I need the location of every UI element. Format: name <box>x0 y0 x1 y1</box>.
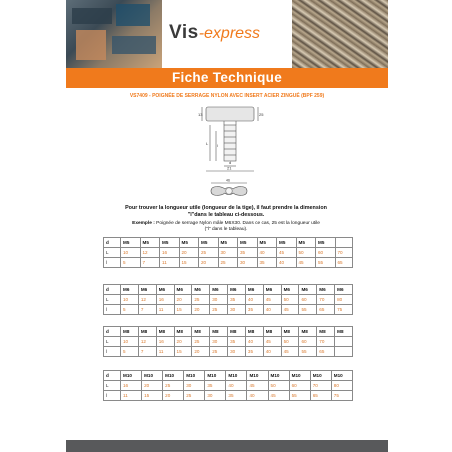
table-cell: M5 <box>160 238 180 248</box>
table-cell: 20 <box>163 391 184 401</box>
table-cell: M8 <box>281 327 299 337</box>
table-cell: 75 <box>335 305 353 315</box>
table-cell: M10 <box>289 371 310 381</box>
table-cell: 15 <box>142 391 163 401</box>
table-cell: 45 <box>281 305 299 315</box>
table-cell: 20 <box>192 347 210 357</box>
table-cell: 5 <box>121 258 141 268</box>
table-cell: M10 <box>121 371 142 381</box>
table-cell: 30 <box>210 295 228 305</box>
table-cell: 80 <box>331 381 352 391</box>
table-cell: M5 <box>179 238 199 248</box>
table-cell: M8 <box>138 327 156 337</box>
table-cell: M8 <box>317 327 335 337</box>
table-cell: M8 <box>245 327 263 337</box>
table-cell: M5 <box>296 238 316 248</box>
table-cell: M8 <box>263 327 281 337</box>
row-label-cell: d <box>104 238 121 248</box>
table-cell: M6 <box>335 285 353 295</box>
table-cell: 45 <box>296 258 316 268</box>
dim-d: d <box>229 160 232 165</box>
table-cell: 15 <box>179 258 199 268</box>
table-cell: 55 <box>289 391 310 401</box>
table-cell: 12 <box>138 295 156 305</box>
dim-46: 46 <box>226 178 230 183</box>
example-block <box>96 221 356 233</box>
dim-21: 21 <box>227 165 232 171</box>
row-label-cell: d <box>104 371 121 381</box>
table-cell: M5 <box>121 238 141 248</box>
knob-top-view <box>207 178 251 200</box>
table-cell: M5 <box>316 238 336 248</box>
instruction-line-1: Pour trouver la longueur utile (longueur de la tige), il faut prendre la dimension <box>125 205 327 211</box>
table-cell: 11 <box>121 391 142 401</box>
table-cell: M8 <box>192 327 210 337</box>
table-cell: 35 <box>257 258 277 268</box>
table-cell: M10 <box>205 371 226 381</box>
table-cell: M6 <box>263 285 281 295</box>
table-cell: 11 <box>156 305 174 315</box>
table-cell: 20 <box>142 381 163 391</box>
table-cell: 25 <box>163 381 184 391</box>
table-cell: 11 <box>156 347 174 357</box>
table-cell: M6 <box>121 285 139 295</box>
table-cell: M10 <box>163 371 184 381</box>
table-cell: 65 <box>335 258 353 268</box>
product-title: VS7409 - POIGNÉE DE SERRAGE NYLON AVEC INSERT ACIER ZINGUÉ (BPF 259) <box>129 93 325 99</box>
table-cell: 30 <box>228 305 246 315</box>
table-cell: 35 <box>226 391 247 401</box>
table-row <box>104 295 353 305</box>
table-cell: M8 <box>210 327 228 337</box>
table-cell: 80 <box>335 295 353 305</box>
table-cell: 45 <box>281 347 299 357</box>
table-cell: 30 <box>205 391 226 401</box>
table-cell: M5 <box>218 238 238 248</box>
table-cell: 25 <box>184 391 205 401</box>
table-cell: 60 <box>289 381 310 391</box>
table-cell: M10 <box>268 371 289 381</box>
table-cell: 16 <box>121 381 142 391</box>
table-cell: 55 <box>299 305 317 315</box>
table-cell: 40 <box>263 305 281 315</box>
logo-area <box>162 0 292 68</box>
table-row <box>104 305 353 315</box>
row-label-cell: l <box>104 391 121 401</box>
table-cell: 70 <box>335 248 353 258</box>
dim-L: L <box>206 141 209 146</box>
table-cell: 30 <box>218 248 238 258</box>
table-row <box>104 285 353 295</box>
table-cell: 45 <box>263 295 281 305</box>
table-cell: M6 <box>245 285 263 295</box>
table-cell: 20 <box>192 305 210 315</box>
table-cell: M10 <box>331 371 352 381</box>
table-cell: 7 <box>138 305 156 315</box>
table-cell: 60 <box>299 337 317 347</box>
table-cell: 60 <box>316 248 336 258</box>
table-cell: 35 <box>238 248 258 258</box>
row-label-cell: l <box>104 305 121 315</box>
row-label-cell: L <box>104 295 121 305</box>
table-cell: M5 <box>277 238 297 248</box>
table-cell: M8 <box>335 327 353 337</box>
table-cell: 35 <box>205 381 226 391</box>
table-cell: M6 <box>281 285 299 295</box>
table-cell: 25 <box>210 347 228 357</box>
table-cell <box>335 337 353 347</box>
table-cell: 40 <box>277 258 297 268</box>
table-cell: 15 <box>174 347 192 357</box>
table-cell: 25 <box>192 295 210 305</box>
table-cell: 45 <box>277 248 297 258</box>
table-cell: 40 <box>245 295 263 305</box>
table-cell: M5 <box>238 238 258 248</box>
table-cell: 65 <box>317 347 335 357</box>
dimensions-table-m6 <box>103 284 353 315</box>
table-cell: 25 <box>210 305 228 315</box>
table-cell: M6 <box>317 285 335 295</box>
table-cell: 20 <box>179 248 199 258</box>
footer-bar <box>66 440 388 452</box>
table-cell: 75 <box>331 391 352 401</box>
table-row <box>104 371 353 381</box>
table-cell: 40 <box>263 347 281 357</box>
table-cell: 30 <box>238 258 258 268</box>
table-cell: M6 <box>174 285 192 295</box>
table-cell: 50 <box>281 337 299 347</box>
table-cell: M10 <box>226 371 247 381</box>
dimensions-table-m8 <box>103 326 353 357</box>
table-cell: M8 <box>228 327 246 337</box>
table-cell: 25 <box>218 258 238 268</box>
table-row <box>104 347 353 357</box>
table-cell: 65 <box>310 391 331 401</box>
table-cell: M8 <box>174 327 192 337</box>
table-cell: 40 <box>247 391 268 401</box>
table-cell: 10 <box>121 337 139 347</box>
table-row <box>104 391 353 401</box>
header <box>66 0 388 68</box>
screws-photo <box>292 0 388 68</box>
technical-drawing <box>196 103 266 175</box>
table-cell: 5 <box>121 305 139 315</box>
table-cell: 5 <box>121 347 139 357</box>
row-label-cell: l <box>104 258 121 268</box>
example-line-2: ("l" dans le tableau). <box>204 227 248 232</box>
table-cell: M10 <box>142 371 163 381</box>
fiche-technique-banner: Fiche Technique <box>66 68 388 88</box>
row-label-cell: L <box>104 337 121 347</box>
table-cell: 25 <box>192 337 210 347</box>
table-cell: 15 <box>174 305 192 315</box>
table-cell: 45 <box>268 391 289 401</box>
table-cell: M10 <box>184 371 205 381</box>
table-cell: M5 <box>140 238 160 248</box>
table-cell: M6 <box>192 285 210 295</box>
dim-25: 25 <box>259 112 264 117</box>
row-label-cell: L <box>104 381 121 391</box>
table-cell: 55 <box>316 258 336 268</box>
brand-main: Vis <box>169 22 199 43</box>
table-row <box>104 327 353 337</box>
table-cell: 30 <box>184 381 205 391</box>
table-cell: 16 <box>156 295 174 305</box>
example-label: Exemple : <box>132 221 155 226</box>
instructions <box>96 205 356 218</box>
table-cell: 35 <box>228 295 246 305</box>
table-cell: M8 <box>156 327 174 337</box>
table-row <box>104 381 353 391</box>
table-cell: M8 <box>121 327 139 337</box>
table-cell: 35 <box>245 347 263 357</box>
table-cell: 40 <box>226 381 247 391</box>
table-cell: 10 <box>121 248 141 258</box>
table-cell: 50 <box>281 295 299 305</box>
table-cell: 16 <box>160 248 180 258</box>
table-cell: M6 <box>138 285 156 295</box>
table-cell: M10 <box>247 371 268 381</box>
table-row <box>104 238 353 248</box>
table-cell: 30 <box>228 347 246 357</box>
table-cell: 16 <box>156 337 174 347</box>
table-cell: 20 <box>174 337 192 347</box>
table-cell: 11 <box>160 258 180 268</box>
table-cell: 12 <box>138 337 156 347</box>
table-cell: M5 <box>199 238 219 248</box>
table-cell: 25 <box>199 248 219 258</box>
dim-13: 13 <box>198 112 203 117</box>
table-cell: 40 <box>257 248 277 258</box>
table-cell: 65 <box>317 305 335 315</box>
table-cell: 45 <box>247 381 268 391</box>
table-cell: 7 <box>140 258 160 268</box>
table-cell: 30 <box>210 337 228 347</box>
table-cell: M10 <box>310 371 331 381</box>
table-cell: 70 <box>317 295 335 305</box>
table-cell: 55 <box>299 347 317 357</box>
dimensions-table-m5 <box>103 237 353 268</box>
table-cell: 50 <box>268 381 289 391</box>
dim-l: l <box>217 143 218 148</box>
table-cell <box>335 238 353 248</box>
table-cell: 60 <box>299 295 317 305</box>
brand-suffix: -express <box>198 25 261 42</box>
tools-photo <box>66 0 162 68</box>
table-cell: 7 <box>138 347 156 357</box>
table-cell <box>335 347 353 357</box>
table-cell: 10 <box>121 295 139 305</box>
dimensions-table-m10 <box>103 370 353 401</box>
table-cell: 70 <box>310 381 331 391</box>
example-line-1: Poignée de serrage Nylon mâle M6X30. Dans ce cas, 25 est la longueur utile <box>156 221 320 226</box>
table-cell: M5 <box>257 238 277 248</box>
row-label-cell: d <box>104 285 121 295</box>
table-cell: M6 <box>228 285 246 295</box>
table-cell: M8 <box>299 327 317 337</box>
table-cell: 35 <box>228 337 246 347</box>
table-row <box>104 248 353 258</box>
row-label-cell: d <box>104 327 121 337</box>
table-cell: 20 <box>174 295 192 305</box>
table-cell: M6 <box>156 285 174 295</box>
instruction-line-2: "l"dans le tableau ci-dessous. <box>187 211 265 218</box>
table-cell: 40 <box>245 337 263 347</box>
table-cell: 20 <box>199 258 219 268</box>
table-row <box>104 337 353 347</box>
table-cell: 12 <box>140 248 160 258</box>
table-row <box>104 258 353 268</box>
table-cell: 70 <box>317 337 335 347</box>
table-cell: 35 <box>245 305 263 315</box>
brand-logo <box>169 22 260 44</box>
table-cell: M6 <box>299 285 317 295</box>
table-cell: 45 <box>263 337 281 347</box>
table-cell: M6 <box>210 285 228 295</box>
table-cell: 50 <box>296 248 316 258</box>
row-label-cell: l <box>104 347 121 357</box>
row-label-cell: L <box>104 248 121 258</box>
